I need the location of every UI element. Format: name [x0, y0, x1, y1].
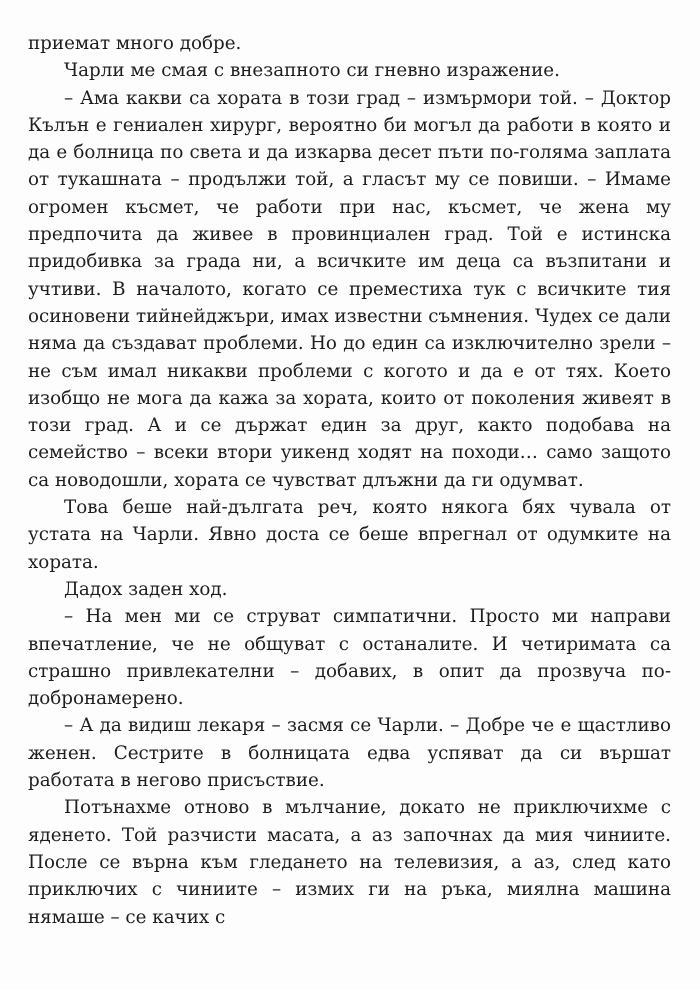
paragraph: Това беше най-дългата реч, която някога бях чувала от устата на Чарли. Явно доста се беше впрегнал от одумките на хората.	[28, 497, 671, 573]
paragraph: – А да видиш лекаря – засмя се Чарли. – Добре че е щастливо женен. Сестрите в болницата едва успяват да си вършат работата в негово присъствие.	[28, 715, 671, 792]
paragraph: Чарли ме смая с внезапното си гневно изражение.	[64, 60, 560, 82]
body-text	[28, 30, 671, 931]
paragraph-continuation: приемат много добре.	[28, 33, 242, 54]
paragraph: Потънахме отново в мълчание, докато не приключихме с яденето. Той разчисти масата, а аз започнах да мия чиниите. После се върна към гледането на телевизия, а аз, след като приключих с чиниите – измих ги на ръка, миялна машина нямаше – се качих с	[28, 797, 671, 928]
paragraph: – На мен ми се струват симпатични. Просто ми направи впечатление, че не общуват с останалите. И четиримата са страшно привлекателни – добавих, в опит да прозвуча по-добронамерено.	[28, 606, 671, 710]
paragraph: Дадох заден ход.	[64, 578, 228, 600]
paragraph: – Ама какви са хората в този град – измърмори той. – Доктор Кълън е гениален хирург, вероятно би могъл да работи в която и да е болница по света и да изкарва десет пъти по-голяма заплата от тукашната – продължи той, а гласът му се повиши. – Имаме огромен късмет, че работи при нас, късмет, че жена му предпочита да живее в провинциален град. Той е истинска придобивка за града ни, а всичките им деца са възпитани и учтиви. В началото, когато се преместиха тук с всичките тия осиновени тийнейджъри, имах известни съмнения. Чудех се дали няма да създават проблеми. Но до един са изключително зрели – не съм имал никакви проблеми с когото и да е от тях. Което изобщо не мога да кажа за хората, които от поколения живеят в този град. А и се държат един за друг, както подобава на семейство – всеки втори уикенд ходят на походи… само защото са новодошли, хората се чувстват длъжни да ги одумват.	[28, 87, 671, 491]
